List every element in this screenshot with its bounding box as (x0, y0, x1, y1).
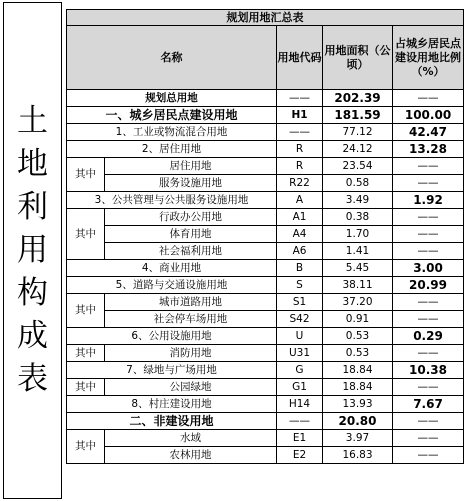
row-name: 服务设施用地 (105, 175, 277, 192)
side-char: 构 (17, 275, 48, 311)
row-code: A1 (277, 209, 323, 226)
table-row (67, 243, 464, 260)
row-ratio: —— (393, 158, 464, 175)
row-ratio: 1.92 (393, 192, 464, 209)
table-row (67, 141, 464, 158)
row-name: 农林用地 (105, 447, 277, 464)
side-char: 成 (17, 318, 48, 354)
table-row (67, 90, 464, 107)
row-area: 18.84 (323, 379, 393, 396)
qizhong-label: 其中 (67, 158, 105, 192)
qizhong-label: 其中 (67, 294, 105, 328)
table-row (67, 175, 464, 192)
row-name: 5、道路与交通设施用地 (67, 277, 277, 294)
row-name: 7、绿地与广场用地 (67, 362, 277, 379)
header-name: 名称 (67, 26, 277, 90)
row-ratio: 10.38 (393, 362, 464, 379)
table-row (67, 396, 464, 413)
row-name: 行政办公用地 (105, 209, 277, 226)
qizhong-label: 其中 (67, 379, 105, 396)
table-row (67, 226, 464, 243)
row-name: 消防用地 (105, 345, 277, 362)
row-code: H14 (277, 396, 323, 413)
header-code: 用地代码 (277, 26, 323, 90)
row-area: 181.59 (323, 107, 393, 124)
row-code: S (277, 277, 323, 294)
table-row (67, 277, 464, 294)
row-ratio: —— (393, 243, 464, 260)
row-ratio: 7.67 (393, 396, 464, 413)
row-area: 1.70 (323, 226, 393, 243)
row-ratio: —— (393, 379, 464, 396)
row-name: 居住用地 (105, 158, 277, 175)
table-row (67, 362, 464, 379)
table-row (67, 192, 464, 209)
qizhong-label: 其中 (67, 430, 105, 464)
row-ratio: —— (393, 294, 464, 311)
row-ratio: —— (393, 311, 464, 328)
table-row (67, 260, 464, 277)
row-name: 6、公用设施用地 (67, 328, 277, 345)
row-ratio: 20.99 (393, 277, 464, 294)
land-use-table (66, 9, 464, 464)
row-area: 5.45 (323, 260, 393, 277)
row-ratio: —— (393, 226, 464, 243)
row-area: 0.58 (323, 175, 393, 192)
header-ratio: 占城乡居民点建设用地比例（%） (393, 26, 464, 90)
row-area: 0.38 (323, 209, 393, 226)
row-code: A (277, 192, 323, 209)
header-area: 用地面积（公顷） (323, 26, 393, 90)
qizhong-label: 其中 (67, 345, 105, 362)
row-area: 1.41 (323, 243, 393, 260)
row-area: 3.49 (323, 192, 393, 209)
row-name: 8、村庄建设用地 (67, 396, 277, 413)
row-name: 4、商业用地 (67, 260, 277, 277)
row-ratio: 13.28 (393, 141, 464, 158)
table-row (67, 311, 464, 328)
row-name: 一、城乡居民点建设用地 (67, 107, 277, 124)
table-row (67, 413, 464, 430)
row-code: U31 (277, 345, 323, 362)
row-ratio: —— (393, 345, 464, 362)
row-area: 20.80 (323, 413, 393, 430)
row-name: 社会福利用地 (105, 243, 277, 260)
table-row (67, 294, 464, 311)
table-row (67, 209, 464, 226)
table-row (67, 430, 464, 447)
side-char: 地 (17, 146, 48, 182)
row-ratio: —— (393, 209, 464, 226)
row-name: 水域 (105, 430, 277, 447)
row-area: 3.97 (323, 430, 393, 447)
row-area: 202.39 (323, 90, 393, 107)
row-name: 2、居住用地 (67, 141, 277, 158)
row-name: 公园绿地 (105, 379, 277, 396)
row-ratio: 3.00 (393, 260, 464, 277)
row-name: 3、公共管理与公共服务设施用地 (67, 192, 277, 209)
row-name: 规划总用地 (67, 90, 277, 107)
side-char: 用 (17, 232, 48, 268)
row-code: R (277, 141, 323, 158)
row-code: G1 (277, 379, 323, 396)
row-area: 77.12 (323, 124, 393, 141)
row-area: 0.53 (323, 345, 393, 362)
row-name: 社会停车场用地 (105, 311, 277, 328)
row-ratio: 100.00 (393, 107, 464, 124)
row-ratio: 0.29 (393, 328, 464, 345)
row-ratio: —— (393, 430, 464, 447)
row-code: S1 (277, 294, 323, 311)
row-ratio: 42.47 (393, 124, 464, 141)
table-row (67, 328, 464, 345)
row-code: A6 (277, 243, 323, 260)
row-area: 38.11 (323, 277, 393, 294)
row-code: A4 (277, 226, 323, 243)
row-area: 0.53 (323, 328, 393, 345)
side-title (3, 2, 62, 499)
row-ratio: —— (393, 175, 464, 192)
row-code: G (277, 362, 323, 379)
row-code: R22 (277, 175, 323, 192)
side-char: 利 (17, 189, 48, 225)
table-row (67, 345, 464, 362)
row-code: E1 (277, 430, 323, 447)
table-row (67, 107, 464, 124)
side-char: 土 (17, 103, 48, 139)
table-row (67, 447, 464, 464)
row-area: 23.54 (323, 158, 393, 175)
row-ratio: —— (393, 90, 464, 107)
row-area: 16.83 (323, 447, 393, 464)
table-row (67, 158, 464, 175)
table-row (67, 124, 464, 141)
row-code: R (277, 158, 323, 175)
row-name: 城市道路用地 (105, 294, 277, 311)
row-area: 0.91 (323, 311, 393, 328)
row-area: 37.20 (323, 294, 393, 311)
row-code: S42 (277, 311, 323, 328)
row-ratio: —— (393, 447, 464, 464)
row-code: H1 (277, 107, 323, 124)
row-name: 二、非建设用地 (67, 413, 277, 430)
row-code: —— (277, 124, 323, 141)
row-code: B (277, 260, 323, 277)
row-area: 13.93 (323, 396, 393, 413)
row-code: —— (277, 413, 323, 430)
row-area: 18.84 (323, 362, 393, 379)
row-code: —— (277, 90, 323, 107)
row-area: 24.12 (323, 141, 393, 158)
row-name: 1、工业或物流混合用地 (67, 124, 277, 141)
qizhong-label: 其中 (67, 209, 105, 260)
side-char: 表 (17, 361, 48, 397)
table-row (67, 379, 464, 396)
table-title: 规划用地汇总表 (67, 10, 464, 26)
row-code: U (277, 328, 323, 345)
row-code: E2 (277, 447, 323, 464)
row-name: 体育用地 (105, 226, 277, 243)
row-ratio: —— (393, 413, 464, 430)
